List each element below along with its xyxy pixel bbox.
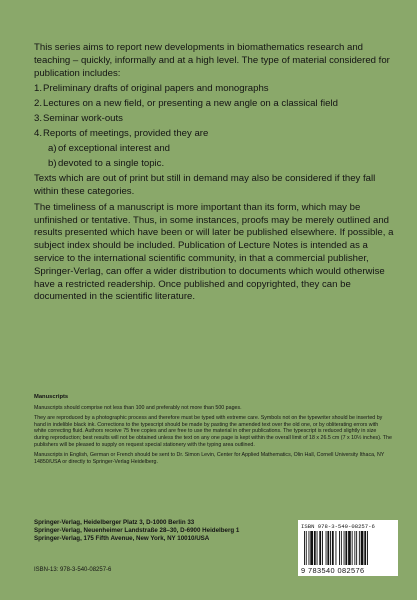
isbn-barcode bbox=[298, 520, 398, 576]
address-berlin: Springer-Verlag, Heidelberger Platz 3, D-1000 Berlin 33 bbox=[34, 519, 195, 526]
barcode-bar bbox=[309, 531, 310, 565]
intro-paragraph: This series aims to report new developments in biomathematics research and teaching – quickly, informally and at a high level. The type of material considered for publication includes: bbox=[34, 42, 390, 79]
barcode-bar bbox=[339, 531, 340, 565]
manuscripts-section bbox=[34, 394, 392, 469]
timeliness-paragraph: The timeliness of a manuscript is more important than its form, which may be unfinished or tentative. Thus, in some instances, proofs may be merely outlined and results presented which have been or will later be published elsewhere. If possible, a subject index should be included. Publication of Lecture Notes is intended as a service to the international scientific community, in that a commercial publisher, Springer-Verlag, can offer a wider distribution to documents which would otherwise have a restricted readership. Once published and copyrighted, they can be documented in the scientific literature. bbox=[34, 201, 394, 303]
list-item: 2. Lectures on a new field, or presenting a new angle on a classical field bbox=[34, 97, 338, 109]
barcode-bar bbox=[352, 531, 353, 565]
manuscripts-submission: Manuscripts in English, German or French should be sent to Dr. Simon Levin, Center for Applied Mathematics, Olin Hall, Cornell University Ithaca, NY 14850/USA or directly to Springer-Verlag Heidelberg. bbox=[34, 452, 385, 465]
barcode-digits: 9 783540 082576 bbox=[301, 566, 365, 575]
list-item: b) devoted to a single topic. bbox=[48, 157, 165, 169]
barcode-bar bbox=[361, 531, 364, 565]
list-item: 1. Preliminary drafts of original papers and monographs bbox=[34, 82, 269, 94]
barcode-bar bbox=[310, 531, 313, 565]
barcode-isbn-text: ISBN 978-3-540-08257-6 bbox=[301, 523, 375, 530]
barcode-bars bbox=[304, 531, 392, 565]
barcode-bar bbox=[359, 531, 360, 565]
barcode-bar bbox=[330, 531, 331, 565]
address-new-york: Springer-Verlag, 175 Fifth Avenue, New York, NY 10010/USA bbox=[34, 535, 210, 543]
barcode-bar bbox=[326, 531, 327, 565]
barcode-bar bbox=[314, 531, 316, 565]
series-description bbox=[34, 42, 396, 304]
barcode-bar bbox=[364, 531, 366, 565]
barcode-bar bbox=[345, 531, 347, 565]
publisher-addresses bbox=[34, 519, 304, 544]
barcode-bar bbox=[332, 531, 334, 565]
barcode-bar bbox=[356, 531, 357, 565]
barcode-bar bbox=[317, 531, 318, 565]
barcode-bar bbox=[354, 531, 355, 565]
list-item: a) of exceptional interest and bbox=[48, 142, 171, 154]
barcode-bar bbox=[327, 531, 329, 565]
barcode-bar bbox=[319, 531, 321, 565]
barcode-bar bbox=[322, 531, 323, 565]
barcode-bar bbox=[341, 531, 342, 565]
out-of-print-paragraph: Texts which are out of print but still in demand may also be considered if they fall within these categories. bbox=[34, 173, 376, 198]
barcode-bar bbox=[306, 531, 307, 565]
barcode-bar bbox=[304, 531, 305, 565]
manuscripts-instructions: They are reproduced by a photographic process and therefore must be typed with extreme care. Symbols not on the typewriter should be inserted by hand in indelible black ink. Corrections to the typescript should be made by pasting the amended text over the old one, or by obliterating errors with white correcting fluid. Authors receive 75 free copies and are free to use the material in other publications. The typescript is reduced slightly in size during reproduction; best results will not be obtained unless the text on any one page is kept within the overall limit of 18 x 26.5 cm (7 x 10½ inches). The publishers will be pleased to supply on request special stationery with the typing area outlined. bbox=[34, 415, 392, 448]
barcode-bar bbox=[344, 531, 345, 565]
address-heidelberg: Springer-Verlag, Neuenheimer Landstraße 28–30, D-6900 Heidelberg 1 bbox=[34, 527, 240, 535]
list-item: 3. Seminar work-outs bbox=[34, 112, 123, 124]
meeting-conditions-list bbox=[34, 143, 396, 171]
material-list bbox=[34, 83, 396, 141]
barcode-bar bbox=[336, 531, 337, 565]
manuscripts-heading: Manuscripts bbox=[34, 394, 69, 400]
barcode-bar bbox=[348, 531, 351, 565]
barcode-bar bbox=[367, 531, 368, 565]
manuscripts-length: Manuscripts should comprise not less than 100 and preferably not more than 500 pages. bbox=[34, 404, 242, 411]
isbn-label: ISBN-13: 978-3-540-08257-6 bbox=[34, 567, 112, 573]
list-item: 4. Reports of meetings, provided they are bbox=[34, 127, 209, 139]
